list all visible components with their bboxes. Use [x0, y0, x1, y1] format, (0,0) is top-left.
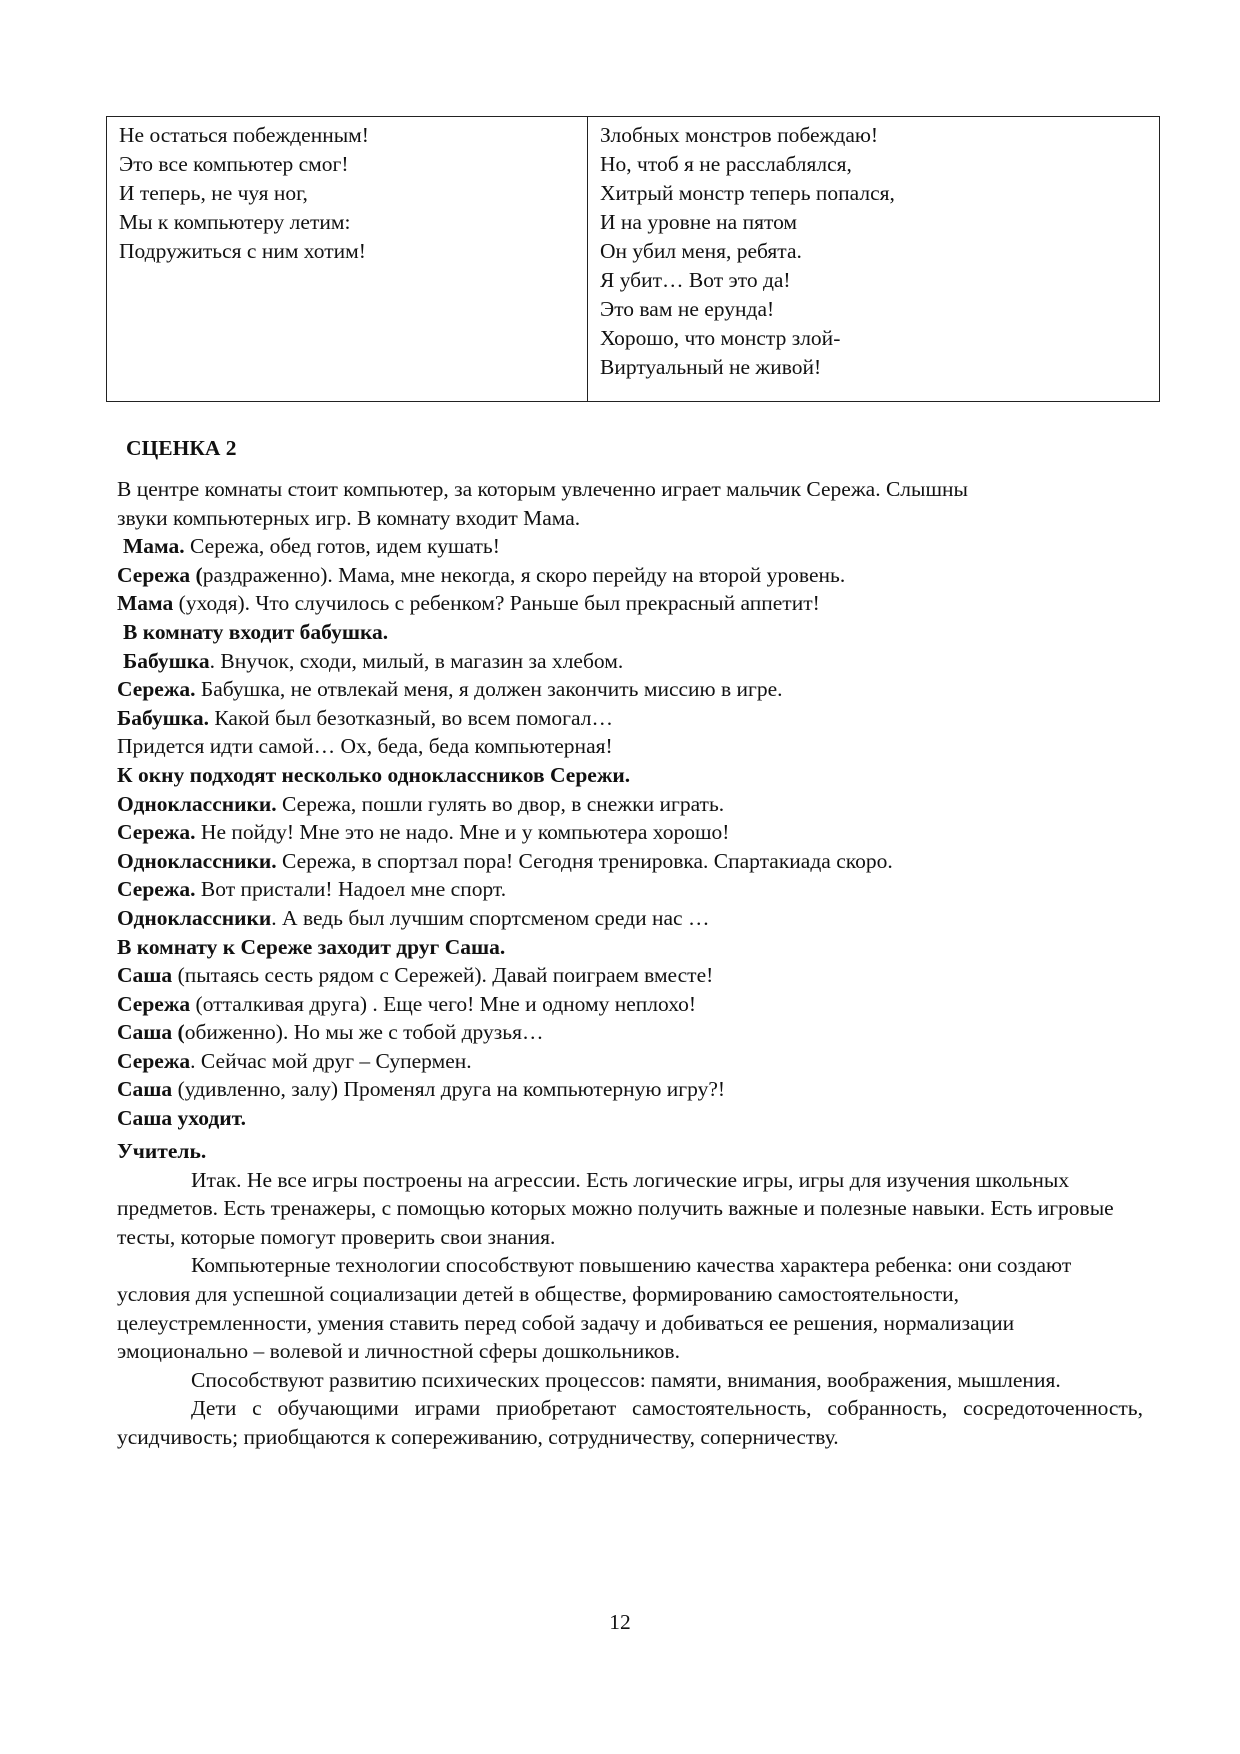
dialogue-line	[117, 818, 1157, 847]
dialogue-text: Придется идти самой… Ох, беда, беда компьютерная!	[117, 734, 613, 759]
poem-line: Он убил меня, ребята.	[600, 239, 802, 263]
dialogue-text: обиженно). Но мы же с тобой друзья…	[184, 1020, 544, 1045]
dialogue-text: (удивленно, залу) Променял друга на компьютерную игру?!	[172, 1077, 726, 1102]
speaker: Сережа.	[117, 820, 196, 845]
dialogue-line	[117, 1018, 1157, 1047]
speaker: К окну подходят несколько одноклассников Сережи.	[117, 762, 631, 787]
poem-line: Подружиться с ним хотим!	[119, 239, 366, 263]
dialogue-text: (уходя). Что случилось с ребенком? Раньше был прекрасный аппетит!	[173, 591, 820, 616]
poem-line: И теперь, не чуя ног,	[119, 181, 308, 205]
poem-line: Виртуальный не живой!	[600, 355, 822, 379]
speaker: Мама	[117, 591, 174, 616]
scene-script	[117, 475, 1157, 1133]
speaker: Одноклассники	[117, 905, 272, 930]
teacher-section	[117, 1137, 1143, 1452]
speaker: Бабушка.	[117, 705, 209, 730]
speaker: Сережа	[117, 991, 191, 1016]
dialogue-line	[117, 561, 1157, 590]
dialogue-line	[117, 961, 1157, 990]
speaker: Саша	[117, 1077, 173, 1102]
dialogue-text: Сережа, в спортзал пора! Сегодня тренировка. Спартакиада скоро.	[276, 848, 893, 873]
dialogue-line	[117, 532, 1157, 561]
speaker: Сережа.	[117, 877, 196, 902]
poem-table	[106, 116, 1160, 402]
dialogue-line	[117, 1075, 1157, 1104]
dialogue-text: . А ведь был лучшим спортсменом среди нас …	[271, 905, 710, 930]
speaker: Сережа (	[117, 562, 203, 587]
poem-line: Не остаться побежденным!	[119, 123, 369, 147]
speaker: Одноклассники.	[117, 848, 277, 873]
dialogue-line	[117, 1047, 1157, 1076]
poem-column-left	[107, 117, 588, 401]
speaker: Саша уходит.	[117, 1106, 246, 1131]
dialogue-text: . Внучок, сходи, милый, в магазин за хлебом.	[209, 648, 624, 673]
dialogue-line	[117, 990, 1157, 1019]
dialogue-line	[117, 875, 1157, 904]
poem-line: Но, чтоб я не расслаблялся,	[600, 152, 852, 176]
dialogue-text: Бабушка, не отвлекай меня, я должен закончить миссию в игре.	[195, 677, 783, 702]
stage-direction	[117, 618, 1157, 647]
dialogue-line	[117, 647, 1157, 676]
dialogue-text: Сережа, обед готов, идем кушать!	[184, 534, 500, 559]
dialogue-text: (отталкивая друга) . Еще чего! Мне и одному неплохо!	[190, 991, 697, 1016]
poem-line: Хорошо, что монстр злой-	[600, 326, 841, 350]
poem-line: Это все компьютер смог!	[119, 152, 349, 176]
dialogue-line	[117, 704, 1157, 733]
speaker: В комнату входит бабушка.	[123, 619, 389, 644]
scene-title: СЦЕНКА 2	[126, 436, 237, 460]
paragraph: Компьютерные технологии способствуют повышению качества характера ребенка: они создают условия для успешной социализации детей в обществе, формированию самостоятельности, целеустремленности, умения ставить перед собой задачу и добиваться ее решения, нормализации эмоционально – волевой и личностной сферы дошкольников.	[117, 1253, 1072, 1364]
dialogue-line	[117, 589, 1157, 618]
speaker: В комнату к Сереже заходит друг Саша.	[117, 934, 506, 959]
poem-line: Хитрый монстр теперь попался,	[600, 181, 895, 205]
scene-intro-line: звуки компьютерных игр. В комнату входит Мама.	[117, 505, 581, 530]
stage-direction	[117, 761, 1157, 790]
dialogue-line	[117, 732, 1157, 761]
speaker: Одноклассники.	[117, 791, 277, 816]
dialogue-text: раздраженно). Мама, мне некогда, я скоро перейду на второй уровень.	[202, 562, 846, 587]
dialogue-text: Не пойду! Мне это не надо. Мне и у компьютера хорошо!	[195, 820, 730, 845]
teacher-label: Учитель.	[117, 1139, 207, 1163]
dialogue-text: . Сейчас мой друг – Супермен.	[190, 1048, 472, 1073]
poem-line: Злобных монстров побеждаю!	[600, 123, 879, 147]
speaker: Мама.	[123, 534, 185, 559]
poem-column-right	[588, 117, 1159, 401]
paragraph: Дети с обучающими играми приобретают самостоятельность, собранность, сосредоточенность, усидчивость; приобщаются к сопереживанию, сотрудничеству, соперничеству.	[117, 1396, 1143, 1449]
speaker: Сережа	[117, 1048, 191, 1073]
dialogue-line	[117, 847, 1157, 876]
stage-direction	[117, 933, 1157, 962]
dialogue-line	[117, 675, 1157, 704]
paragraph: Способствуют развитию психических процессов: памяти, внимания, воображения, мышления.	[191, 1367, 1061, 1392]
dialogue-text: (пытаясь сесть рядом с Сережей). Давай поиграем вместе!	[172, 963, 714, 988]
poem-line: Мы к компьютеру летим:	[119, 210, 351, 234]
dialogue-line	[117, 790, 1157, 819]
poem-line: И на уровне на пятом	[600, 210, 798, 234]
dialogue-text: Вот пристали! Надоел мне спорт.	[195, 877, 507, 902]
dialogue-text: Сережа, пошли гулять во двор, в снежки играть.	[276, 791, 725, 816]
poem-line: Это вам не ерунда!	[600, 297, 775, 321]
speaker: Бабушка	[123, 648, 210, 673]
stage-direction	[117, 1104, 1157, 1133]
speaker: Сережа.	[117, 677, 196, 702]
paragraph: Итак. Не все игры построены на агрессии. Есть логические игры, игры для изучения школьных предметов. Есть тренажеры, с помощью которых можно получить важные и полезные навыки. Есть игровые тесты, которые помогут проверить свои знания.	[117, 1167, 1114, 1249]
speaker: Саша (	[117, 1020, 185, 1045]
poem-line: Я убит… Вот это да!	[600, 268, 791, 292]
dialogue-text: Какой был безотказный, во всем помогал…	[208, 705, 613, 730]
dialogue-line	[117, 904, 1157, 933]
scene-intro-line: В центре комнаты стоит компьютер, за которым увлеченно играет мальчик Сережа. Слышны	[117, 477, 968, 501]
page-number: 12	[609, 1610, 631, 1634]
speaker: Саша	[117, 963, 173, 988]
